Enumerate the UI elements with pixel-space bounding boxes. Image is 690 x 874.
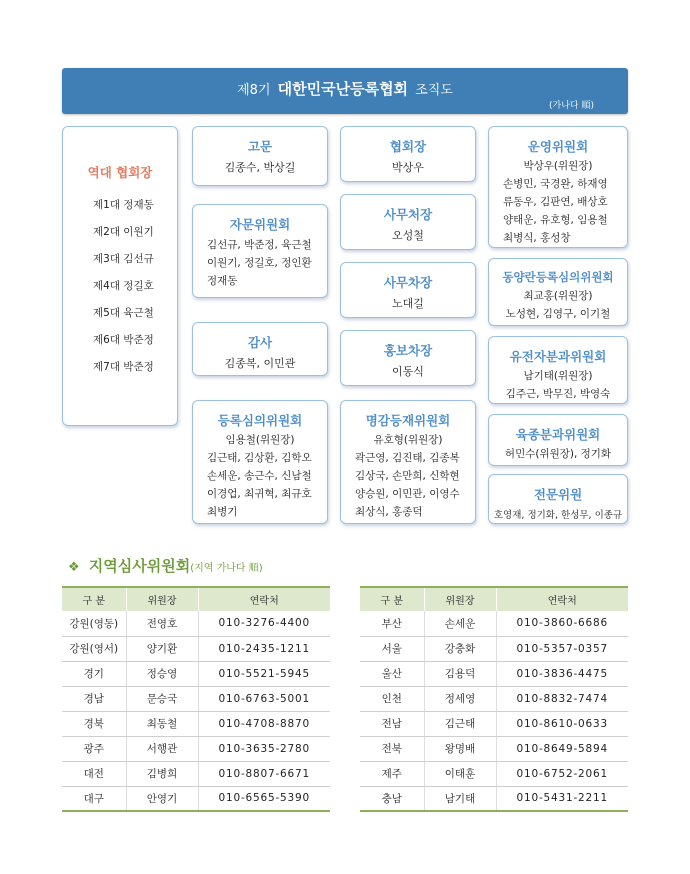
- deputy-secretary-members: 노대길: [392, 297, 424, 310]
- secretary-general-members: 오성철: [392, 229, 424, 242]
- past-presidents-title: 역대 협회장: [87, 165, 153, 180]
- list-item: 제4대 정길호: [93, 280, 154, 292]
- advisor-title: 고문: [247, 139, 273, 154]
- member-line: 김주근, 박무진, 박영숙: [505, 388, 611, 400]
- phone-cell: 010-3836-4475: [496, 661, 628, 686]
- column-header: 연락처: [198, 587, 330, 611]
- table-row: [62, 786, 330, 811]
- member-line: 유호형(위원장): [373, 434, 443, 446]
- phone-cell: 010-3276-4400: [198, 611, 330, 636]
- phone-cell: 010-8832-7474: [496, 686, 628, 711]
- list-item: 제1대 정재동: [93, 199, 154, 211]
- deputy-secretary-title: 사무차장: [383, 275, 433, 290]
- member-line: 최교홍(위원장): [523, 290, 593, 302]
- experts-title: 전문위원: [533, 487, 583, 502]
- column-header: 구 분: [62, 587, 126, 611]
- member-line: 류동우, 김판연, 배상호: [503, 196, 608, 208]
- president-box: [340, 126, 476, 182]
- region-cell: 경북: [62, 711, 126, 736]
- regional-title: 지역심사위원회: [88, 557, 191, 575]
- directory-committee-members: [341, 449, 475, 521]
- past-presidents-panel: [62, 126, 178, 426]
- member-line: 이경업, 최귀혁, 최규호: [207, 488, 312, 500]
- member-line: 이원기, 정길호, 정인환: [207, 257, 312, 269]
- list-item: 제7대 박준정: [93, 361, 154, 373]
- ops-committee-members: [489, 175, 627, 247]
- genetics-committee-box: [488, 336, 628, 404]
- diamond-bullet-icon: ❖: [68, 560, 80, 575]
- banner-title: [62, 78, 628, 99]
- breeding-committee-members: [489, 445, 627, 463]
- audit-box: [192, 322, 328, 376]
- phone-cell: 010-3860-6686: [496, 611, 628, 636]
- chair-cell: 김용덕: [424, 661, 496, 686]
- table-row: [360, 761, 628, 786]
- regional-section-title: [68, 555, 263, 576]
- table-row: [360, 611, 628, 636]
- chair-cell: 이태훈: [424, 761, 496, 786]
- experts-members: 호영재, 정기화, 한성무, 이종규: [493, 510, 623, 521]
- column-header: 구 분: [360, 587, 424, 611]
- list-item: 제3대 김선규: [93, 253, 154, 265]
- chair-cell: 정세영: [424, 686, 496, 711]
- table-row: [62, 736, 330, 761]
- directory-committee-box: [340, 400, 476, 524]
- chair-cell: 왕명배: [424, 736, 496, 761]
- chair-cell: 양기환: [126, 636, 198, 661]
- banner-suffix: 조직도: [415, 83, 453, 98]
- pr-deputy-members: 이동식: [392, 365, 424, 378]
- region-cell: 충남: [360, 786, 424, 811]
- member-line: 최병식, 홍성창: [503, 232, 571, 244]
- table-row: [62, 711, 330, 736]
- phone-cell: 010-6565-5390: [198, 786, 330, 811]
- region-cell: 전북: [360, 736, 424, 761]
- member-line: 노성현, 김영구, 이기철: [505, 308, 611, 320]
- region-cell: 제주: [360, 761, 424, 786]
- column-header: 위원장: [126, 587, 198, 611]
- phone-cell: 010-3635-2780: [198, 736, 330, 761]
- phone-cell: 010-5357-0357: [496, 636, 628, 661]
- column-header: 위원장: [424, 587, 496, 611]
- breeding-committee-title: 육종분과위원회: [515, 427, 601, 442]
- member-line: 김선규, 박준정, 육근철: [207, 239, 312, 251]
- president-members: 박상우: [392, 161, 424, 174]
- president-title: 협회장: [389, 139, 427, 154]
- member-line: 김상국, 손만희, 신학현: [355, 470, 460, 482]
- list-item: 제5대 육근철: [93, 307, 154, 319]
- deputy-secretary-box: [340, 262, 476, 318]
- phone-cell: 010-2435-1211: [198, 636, 330, 661]
- member-line: 최병기: [207, 506, 238, 518]
- phone-cell: 010-5431-2211: [496, 786, 628, 811]
- experts-box: [488, 474, 628, 524]
- secretary-general-box: [340, 194, 476, 250]
- table-header-row: [360, 587, 628, 611]
- member-line: 곽근영, 김진태, 김종복: [355, 452, 460, 464]
- table-row: [62, 761, 330, 786]
- directory-committee-title: 명감등재위원회: [365, 413, 451, 428]
- registration-committee-title: 등록심의위원회: [217, 413, 303, 428]
- advisor-members: 김종수, 박상길: [224, 161, 296, 174]
- table-row: [62, 611, 330, 636]
- regional-table-left: [62, 586, 330, 812]
- phone-cell: 010-6752-2061: [496, 761, 628, 786]
- member-line: 김근태, 김상환, 김학오: [207, 452, 312, 464]
- member-line: 정재동: [207, 275, 238, 287]
- pr-deputy-box: [340, 330, 476, 386]
- chair-cell: 김근태: [424, 711, 496, 736]
- phone-cell: 010-8610-0633: [496, 711, 628, 736]
- advisory-committee-members: [193, 236, 327, 290]
- member-line: 양승원, 이민관, 이영수: [355, 488, 460, 500]
- region-cell: 강원(영서): [62, 636, 126, 661]
- phone-cell: 010-4708-8870: [198, 711, 330, 736]
- registration-committee-members: [193, 449, 327, 521]
- genetics-committee-members: [489, 367, 627, 403]
- audit-members: 김종복, 이민관: [224, 357, 296, 370]
- org-chart-banner: [62, 68, 628, 114]
- member-line: 박상우(위원장): [523, 160, 593, 172]
- member-line: 양태운, 유호형, 임용철: [503, 214, 608, 226]
- banner-subtitle: (가나다 順): [549, 101, 594, 111]
- audit-title: 감사: [247, 335, 273, 350]
- secretary-general-title: 사무처장: [383, 207, 433, 222]
- chair-cell: 강충화: [424, 636, 496, 661]
- chair-cell: 정승영: [126, 661, 198, 686]
- table-row: [360, 711, 628, 736]
- pr-deputy-title: 홍보차장: [383, 343, 433, 358]
- ops-committee-box: [488, 126, 628, 248]
- member-line: 손세운, 송근수, 신남철: [207, 470, 312, 482]
- oriental-committee-box: [488, 258, 628, 326]
- table-row: [360, 786, 628, 811]
- ops-committee-chair: [489, 157, 627, 175]
- table-row: [360, 686, 628, 711]
- phone-cell: 010-8807-6671: [198, 761, 330, 786]
- banner-prefix: 제8기: [237, 83, 271, 98]
- advisory-committee-title: 자문위원회: [229, 217, 291, 232]
- directory-committee-chair: [341, 431, 475, 449]
- advisor-box: [192, 126, 328, 186]
- region-cell: 부산: [360, 611, 424, 636]
- breeding-committee-box: [488, 414, 628, 466]
- column-header: 연락처: [496, 587, 628, 611]
- region-cell: 울산: [360, 661, 424, 686]
- oriental-committee-title: 동양란등록심의위원회: [502, 270, 614, 284]
- region-cell: 대구: [62, 786, 126, 811]
- phone-cell: 010-8649-5894: [496, 736, 628, 761]
- ops-committee-title: 운영위원회: [527, 139, 589, 154]
- phone-cell: 010-6763-5001: [198, 686, 330, 711]
- past-presidents-list: [63, 197, 177, 386]
- member-line: 손병민, 국경완, 하재영: [503, 178, 608, 190]
- phone-cell: 010-5521-5945: [198, 661, 330, 686]
- registration-committee-box: [192, 400, 328, 524]
- regional-note: (지역 가나다 順): [190, 563, 263, 574]
- chair-cell: 문승국: [126, 686, 198, 711]
- table-row: [62, 661, 330, 686]
- list-item: 제2대 이원기: [93, 226, 154, 238]
- member-line: 임용철(위원장): [225, 434, 295, 446]
- member-line: 최상식, 홍종덕: [355, 506, 423, 518]
- chair-cell: 남기태: [424, 786, 496, 811]
- oriental-committee-members: [489, 287, 627, 323]
- region-cell: 광주: [62, 736, 126, 761]
- chair-cell: 서행관: [126, 736, 198, 761]
- table-row: [360, 736, 628, 761]
- chair-cell: 손세운: [424, 611, 496, 636]
- region-cell: 경남: [62, 686, 126, 711]
- advisory-committee-box: [192, 204, 328, 298]
- genetics-committee-title: 유전자분과위원회: [509, 349, 607, 364]
- region-cell: 서울: [360, 636, 424, 661]
- member-line: 허민수(위원장), 정기화: [504, 448, 612, 460]
- table-header-row: [62, 587, 330, 611]
- region-cell: 대전: [62, 761, 126, 786]
- chair-cell: 최동철: [126, 711, 198, 736]
- table-row: [360, 636, 628, 661]
- region-cell: 강원(영동): [62, 611, 126, 636]
- table-row: [62, 686, 330, 711]
- chair-cell: 안영기: [126, 786, 198, 811]
- chair-cell: 전영호: [126, 611, 198, 636]
- list-item: 제6대 박준정: [93, 334, 154, 346]
- region-cell: 전남: [360, 711, 424, 736]
- member-line: 남기태(위원장): [523, 370, 593, 382]
- chair-cell: 김병희: [126, 761, 198, 786]
- table-row: [360, 661, 628, 686]
- table-row: [62, 636, 330, 661]
- region-cell: 인천: [360, 686, 424, 711]
- registration-committee-chair: [193, 431, 327, 449]
- banner-main-title: 대한민국난등록협회: [277, 80, 409, 98]
- regional-table-right: [360, 586, 628, 812]
- region-cell: 경기: [62, 661, 126, 686]
